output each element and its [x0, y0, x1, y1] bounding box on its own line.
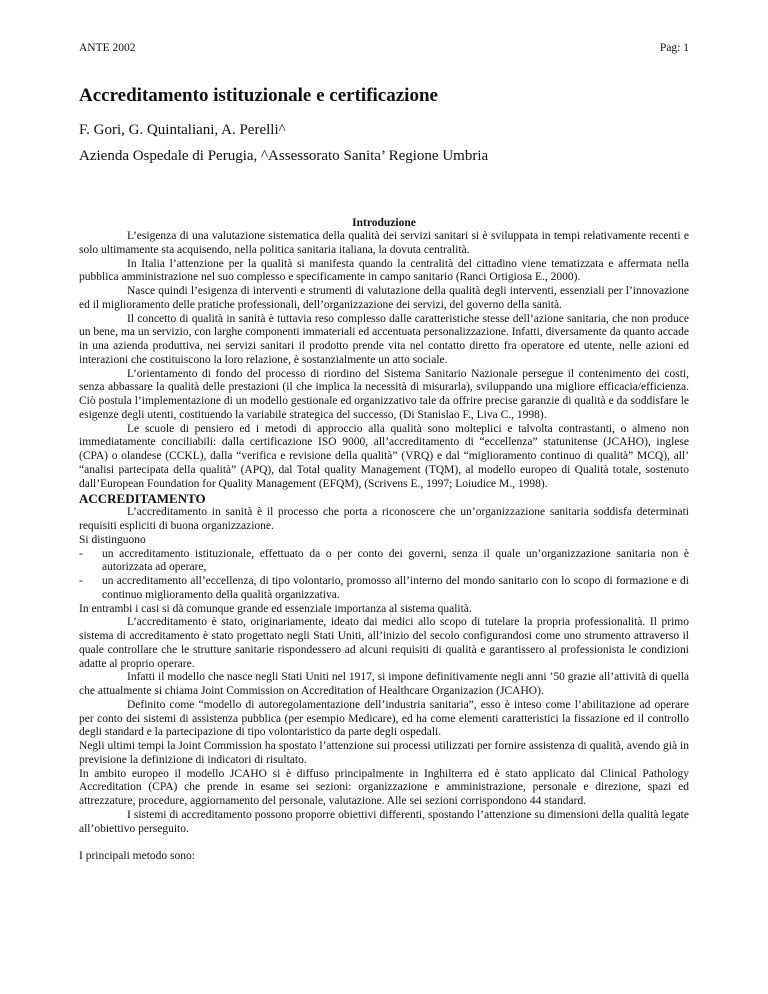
list-item: [79, 548, 689, 576]
accreditamento-paragraph: L’accreditamento in sanità è il processo che porta a riconoscere che un’organizzazione sanitaria soddisfa determinati requisiti espliciti di buona organizzazione.: [79, 506, 689, 532]
accreditamento-paragraph: L’accreditamento è stato, originariamente, ideato dai medici allo scopo di tutelare la propria professionalità. Il primo sistema di accreditamento è stato progettato negli Stati Uniti, all’inizio del secolo configurandosi come uno strumento attraverso il quale controllare che le strutture sanitarie rispondessero ad alcuni requisiti di qualità e garantissero al professionista le condizioni adatte al proprio operare.: [79, 616, 689, 670]
accreditamento-paragraph: In entrambi i casi si dà comunque grande ed essenziale importanza al sistema qualità.: [79, 602, 472, 615]
intro-paragraph: Nasce quindi l’esigenza di interventi e strumenti di valutazione della qualità degli interventi, essenziali per l’innovazione ed il miglioramento delle pratiche professionali, dell’organizzazione dei servizi, del governo della sanità.: [79, 285, 689, 311]
list-item-text: un accreditamento all’eccellenza, di tipo volontario, promosso all’interno del mondo sanitario con lo scopo di formazione e di continuo miglioramento della qualità organizzativa.: [102, 575, 689, 601]
accreditamento-paragraph: In ambito europeo il modello JCAHO si è diffuso principalmente in Inghilterra ed è stato applicato dal Clinical Pathology Accreditation (CPA) che prende in esame sei sezioni: organizzazione e amministrazione, personale e direzione, spazi ed attrezzature, procedure, aggiornamento del personale, valutazione. Alle sei sezioni corrispondono 44 standard.: [79, 767, 689, 807]
page-number: Pag: 1: [659, 42, 689, 54]
intro-paragraph: Le scuole di pensiero ed i metodi di approccio alla qualità sono molteplici e talvolta contrastanti, o almeno non immediatamente conciliabili: dalla certificazione ISO 9000, all’accreditamento di “eccellenza” statunitense (JCAHO), inglese (CPA) o olandese (CCKL), dalla “verifica e revisione della qualità” (VRQ) e dal “miglioramento continuo di qualità” MCQ), all’ “analisi partecipata della qualità” (APQ), dal Total quality Management (TQM), al modello europeo di Qualità totale, sostenuto dall’European Foundation for Quality Management (EFQM), (Scrivens E., 1997; Loiudice M., 1998).: [79, 422, 689, 490]
distinguish-line: Si distinguono: [79, 533, 146, 546]
accreditamento-paragraph: I sistemi di accreditamento possono proporre obiettivi differenti, spostando l’attenzione su dimensioni della qualità legate all’obiettivo perseguito.: [79, 808, 689, 835]
list-item-text: un accreditamento istituzionale, effettuato da o per conto dei governi, senza il quale un’organizzazione sanitaria non è autorizzata ad operare,: [102, 547, 689, 574]
document-title: Accreditamento istituzionale e certificazione: [79, 85, 438, 106]
intro-paragraph: L’orientamento di fondo del processo di riordino del Sistema Sanitario Nazionale persegue il contenimento dei costi, senza abbassare la qualità delle prestazioni (il che implica la necessità di misurarla), sviluppando una migliore efficacia/efficienza. Ciò postula l’implementazione di un modello gestionale ed organizzativo tale da offrire precise garanzie di qualità e da soddisfare le esigenze degli utenti, costituendo la variabile strategica del successo, (Di Stanislao F., Liva C., 1998).: [79, 367, 689, 421]
running-header-left: ANTE 2002: [79, 42, 136, 54]
intro-paragraph: In Italia l’attenzione per la qualità si manifesta quando la centralità del cittadino viene tematizzata e affermata nella pubblica amministrazione nel suo complesso e specificamente in campo sanitario (Ranci Ortigiosa E., 2000).: [79, 257, 689, 284]
intro-heading: Introduzione: [352, 217, 416, 229]
accreditamento-paragraph: Infatti il modello che nasce negli Stati Uniti nel 1917, si impone definitivamente negli anni ’50 grazie all’attività di quella che attualmente si chiama Joint Commission on Accreditation of Healthcare Organizazion (JCAHO).: [79, 671, 689, 697]
accreditamento-paragraph: Negli ultimi tempi la Joint Commission ha spostato l’attenzione sui processi utilizzati per fornire assistenza di qualità, avendo già in previsione la definizione di indicatori di risultato.: [79, 740, 689, 766]
list-dash: -: [79, 547, 83, 560]
section-heading-accreditamento: ACCREDITAMENTO: [79, 491, 206, 507]
methods-intro: I principali metodo sono:: [79, 850, 195, 863]
intro-paragraph: Il concetto di qualità in sanità è tuttavia reso complesso dalle caratteristiche stesse dell’azione sanitaria, che non produce un bene, ma un servizio, con larghe componenti immateriali ed accentuata personalizzazione. Infatti, diversamente da quanto accade in una azienda produttiva, nei servizi sanitari il prodotto prende vita nel contatto diretto fra operatore ed utente, nelle azioni ed interazioni che costituiscono la loro relazione, è sostanzialmente un atto sociale.: [79, 312, 689, 366]
authors: F. Gori, G. Quintaliani, A. Perelli^: [79, 122, 286, 138]
list-item: [79, 575, 689, 603]
intro-paragraph: L’esigenza di una valutazione sistematica della qualità dei servizi sanitari si è sviluppata in tempi relativamente recenti e solo ultimamente sta acquisendo, nella politica sanitaria italiana, la dovuta centralità.: [79, 230, 689, 256]
list-dash: -: [79, 575, 83, 587]
accreditamento-types-list: [79, 548, 689, 603]
accreditamento-paragraph: Definito come “modello di autoregolamentazione dell’industria sanitaria”, esso è inteso come l’abilitazione ad operare per conto dei sistemi di assistenza pubblica (per esempio Medicare), ed ha come elementi caratteristici la fissazione ed il controllo degli standard e la partecipazione di tipo volontaristico da parte degli ospedali.: [79, 698, 689, 739]
affiliation: Azienda Ospedale di Perugia, ^Assessorato Sanita’ Regione Umbria: [79, 148, 489, 164]
document-body: [79, 216, 689, 864]
